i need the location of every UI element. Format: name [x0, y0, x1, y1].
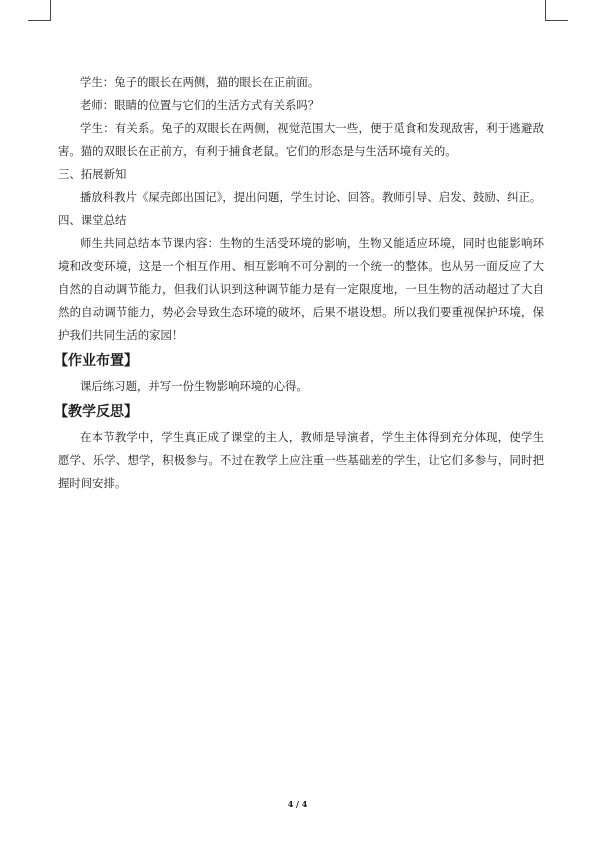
crop-mark-top-left — [28, 0, 51, 21]
document-body — [54, 71, 544, 495]
section-3-text: 播放科教片《屎壳郎出国记》，提出问题，学生讨论、回答。教师引导、启发、鼓励、纠正。 — [80, 190, 542, 204]
reflection-text: 在本节教学中，学生真正成了课堂的主人，教师是导演者，学生主体得到充分体现，使学生愿学、乐学、想学，积极参与。不过在教学上应注重一些基础差的学生，让它们多参与，同时把握时间安排。 — [58, 430, 544, 490]
section-heading-3: 三、拓展新知 — [58, 167, 127, 181]
dialogue-student-2: 学生：有关系。兔子的双眼长在两侧，视觉范围大一些，便于觅食和发现敌害，利于逃避敌害。猫的双眼长在正前方，有利于捕食老鼠。它们的形态是与生活环境有关的。 — [58, 121, 544, 158]
homework-heading: 【作业布置】 — [54, 353, 138, 369]
crop-mark-top-right — [545, 0, 568, 21]
page-number: 4 / 4 — [287, 799, 308, 809]
dialogue-student-1: 学生：兔子的眼长在两侧，猫的眼长在正前面。 — [80, 75, 320, 89]
reflection-heading: 【教学反思】 — [54, 404, 138, 420]
section-heading-4: 四、课堂总结 — [58, 213, 127, 227]
homework-text: 课后练习题，并写一份生物影响环境的心得。 — [80, 379, 308, 393]
dialogue-teacher: 老师：眼睛的位置与它们的生活方式有关系吗？ — [80, 98, 320, 112]
section-4-text: 师生共同总结本节课内容：生物的生活受环境的影响，生物又能适应环境，同时也能影响环境和改变环境，这是一个相互作用、相互影响不可分割的一个统一的整体。也从另一面反应了大自然的自动调节能力，但我们认识到这种调节能力是有一定限度地，一旦生物的活动超过了大自然的自动调节能力，势必会导致生态环境的破坏，后果不堪设想。所以我们要重视保护环境，保护我们共同生活的家园！ — [58, 236, 544, 342]
